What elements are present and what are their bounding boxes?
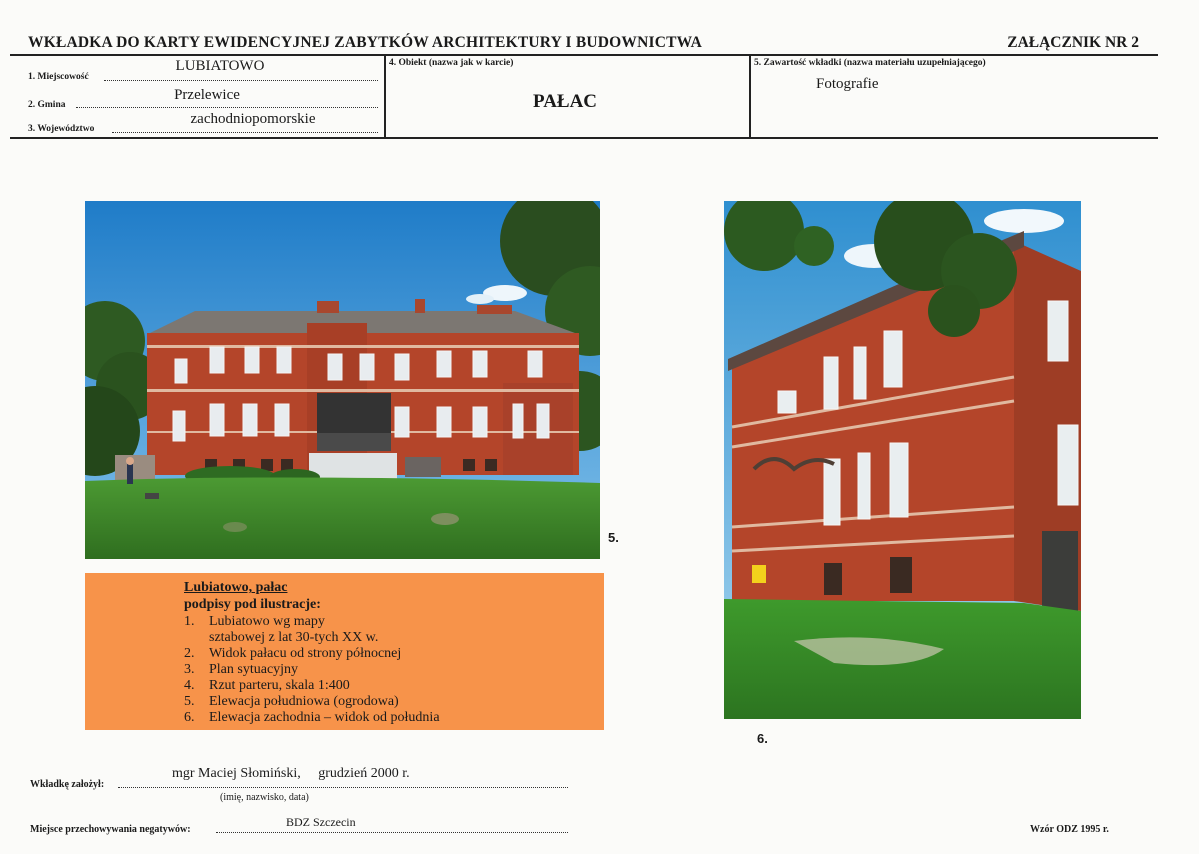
caption-item-number: 5.: [184, 694, 195, 709]
gmina-label: 2. Gmina: [28, 100, 66, 110]
caption-box: [85, 573, 604, 730]
zawartosc-value: Fotografie: [816, 76, 879, 92]
zalozyl-hint: (imię, nazwisko, data): [220, 792, 309, 803]
caption-item-text: Elewacja południowa (ogrodowa): [209, 694, 399, 709]
photo-number-5: 5.: [608, 530, 619, 545]
gmina-dots: [76, 107, 378, 108]
miejscowosc-label: 1. Miejscowość: [28, 72, 89, 82]
miejscowosc-dots: [104, 80, 378, 81]
obiekt-value: PAŁAC: [533, 91, 598, 112]
caption-item: [184, 630, 584, 646]
caption-item: [184, 710, 584, 726]
wojewodztwo-dots: [112, 132, 378, 133]
miejscowosc-value: LUBIATOWO: [175, 58, 265, 74]
gmina-value: Przelewice: [174, 87, 240, 103]
photo-number-6: 6.: [757, 731, 768, 746]
negatywy-label: Miejsce przechowywania negatywów:: [30, 824, 191, 835]
wojewodztwo-value: zachodniopomorskie: [190, 111, 316, 127]
caption-item-number: 4.: [184, 678, 195, 693]
caption-item-number: 6.: [184, 710, 195, 725]
obiekt-label: 4. Obiekt (nazwa jak w karcie): [389, 58, 514, 68]
negatywy-value: BDZ Szczecin: [286, 815, 356, 829]
caption-item-number: 2.: [184, 646, 195, 661]
zalozyl-label: Wkładkę założył:: [30, 779, 105, 790]
caption-item: [184, 646, 584, 662]
caption-item-text: Rzut parteru, skala 1:400: [209, 678, 350, 693]
caption-item: [184, 694, 584, 710]
zawartosc-label: 5. Zawartość wkładki (nazwa materiału uzupełniającego): [754, 58, 986, 68]
photo-south-elevation: [85, 201, 600, 559]
caption-list: [184, 614, 584, 726]
caption-item: [184, 662, 584, 678]
caption-item-number: [184, 630, 209, 646]
form-title: WKŁADKA DO KARTY EWIDENCYJNEJ ZABYTKÓW ARCHITEKTURY I BUDOWNICTWA: [28, 34, 703, 51]
caption-item-text: Lubiatowo wg mapy: [209, 614, 325, 629]
caption-item-number: 1.: [184, 614, 195, 629]
zalozyl-dots: [118, 787, 568, 788]
caption-item: [184, 678, 584, 694]
caption-item-text: Elewacja zachodnia – widok od południa: [209, 710, 440, 725]
zalozyl-value: mgr Maciej Słomiński, grudzień 2000 r.: [172, 766, 410, 781]
annex-label: ZAŁĄCZNIK NR 2: [1007, 34, 1139, 51]
caption-item-number: 3.: [184, 662, 195, 677]
form-version: Wzór ODZ 1995 r.: [1030, 824, 1109, 835]
caption-item: [184, 614, 584, 630]
negatywy-dots: [216, 832, 568, 833]
header-divider-2: [749, 55, 751, 138]
caption-item-text: Plan sytuacyjny: [209, 662, 299, 677]
wojewodztwo-label: 3. Województwo: [28, 124, 95, 134]
photo-west-elevation: [724, 201, 1081, 719]
caption-item-text: sztabowej z lat 30-tych XX w.: [209, 630, 379, 645]
caption-item-text: Widok pałacu od strony północnej: [209, 646, 402, 661]
header-bottom-rule: [10, 137, 1158, 139]
caption-subtitle: podpisy pod ilustracje:: [184, 597, 321, 612]
caption-title: Lubiatowo, pałac: [184, 580, 288, 595]
header-top-rule: [10, 54, 1158, 56]
